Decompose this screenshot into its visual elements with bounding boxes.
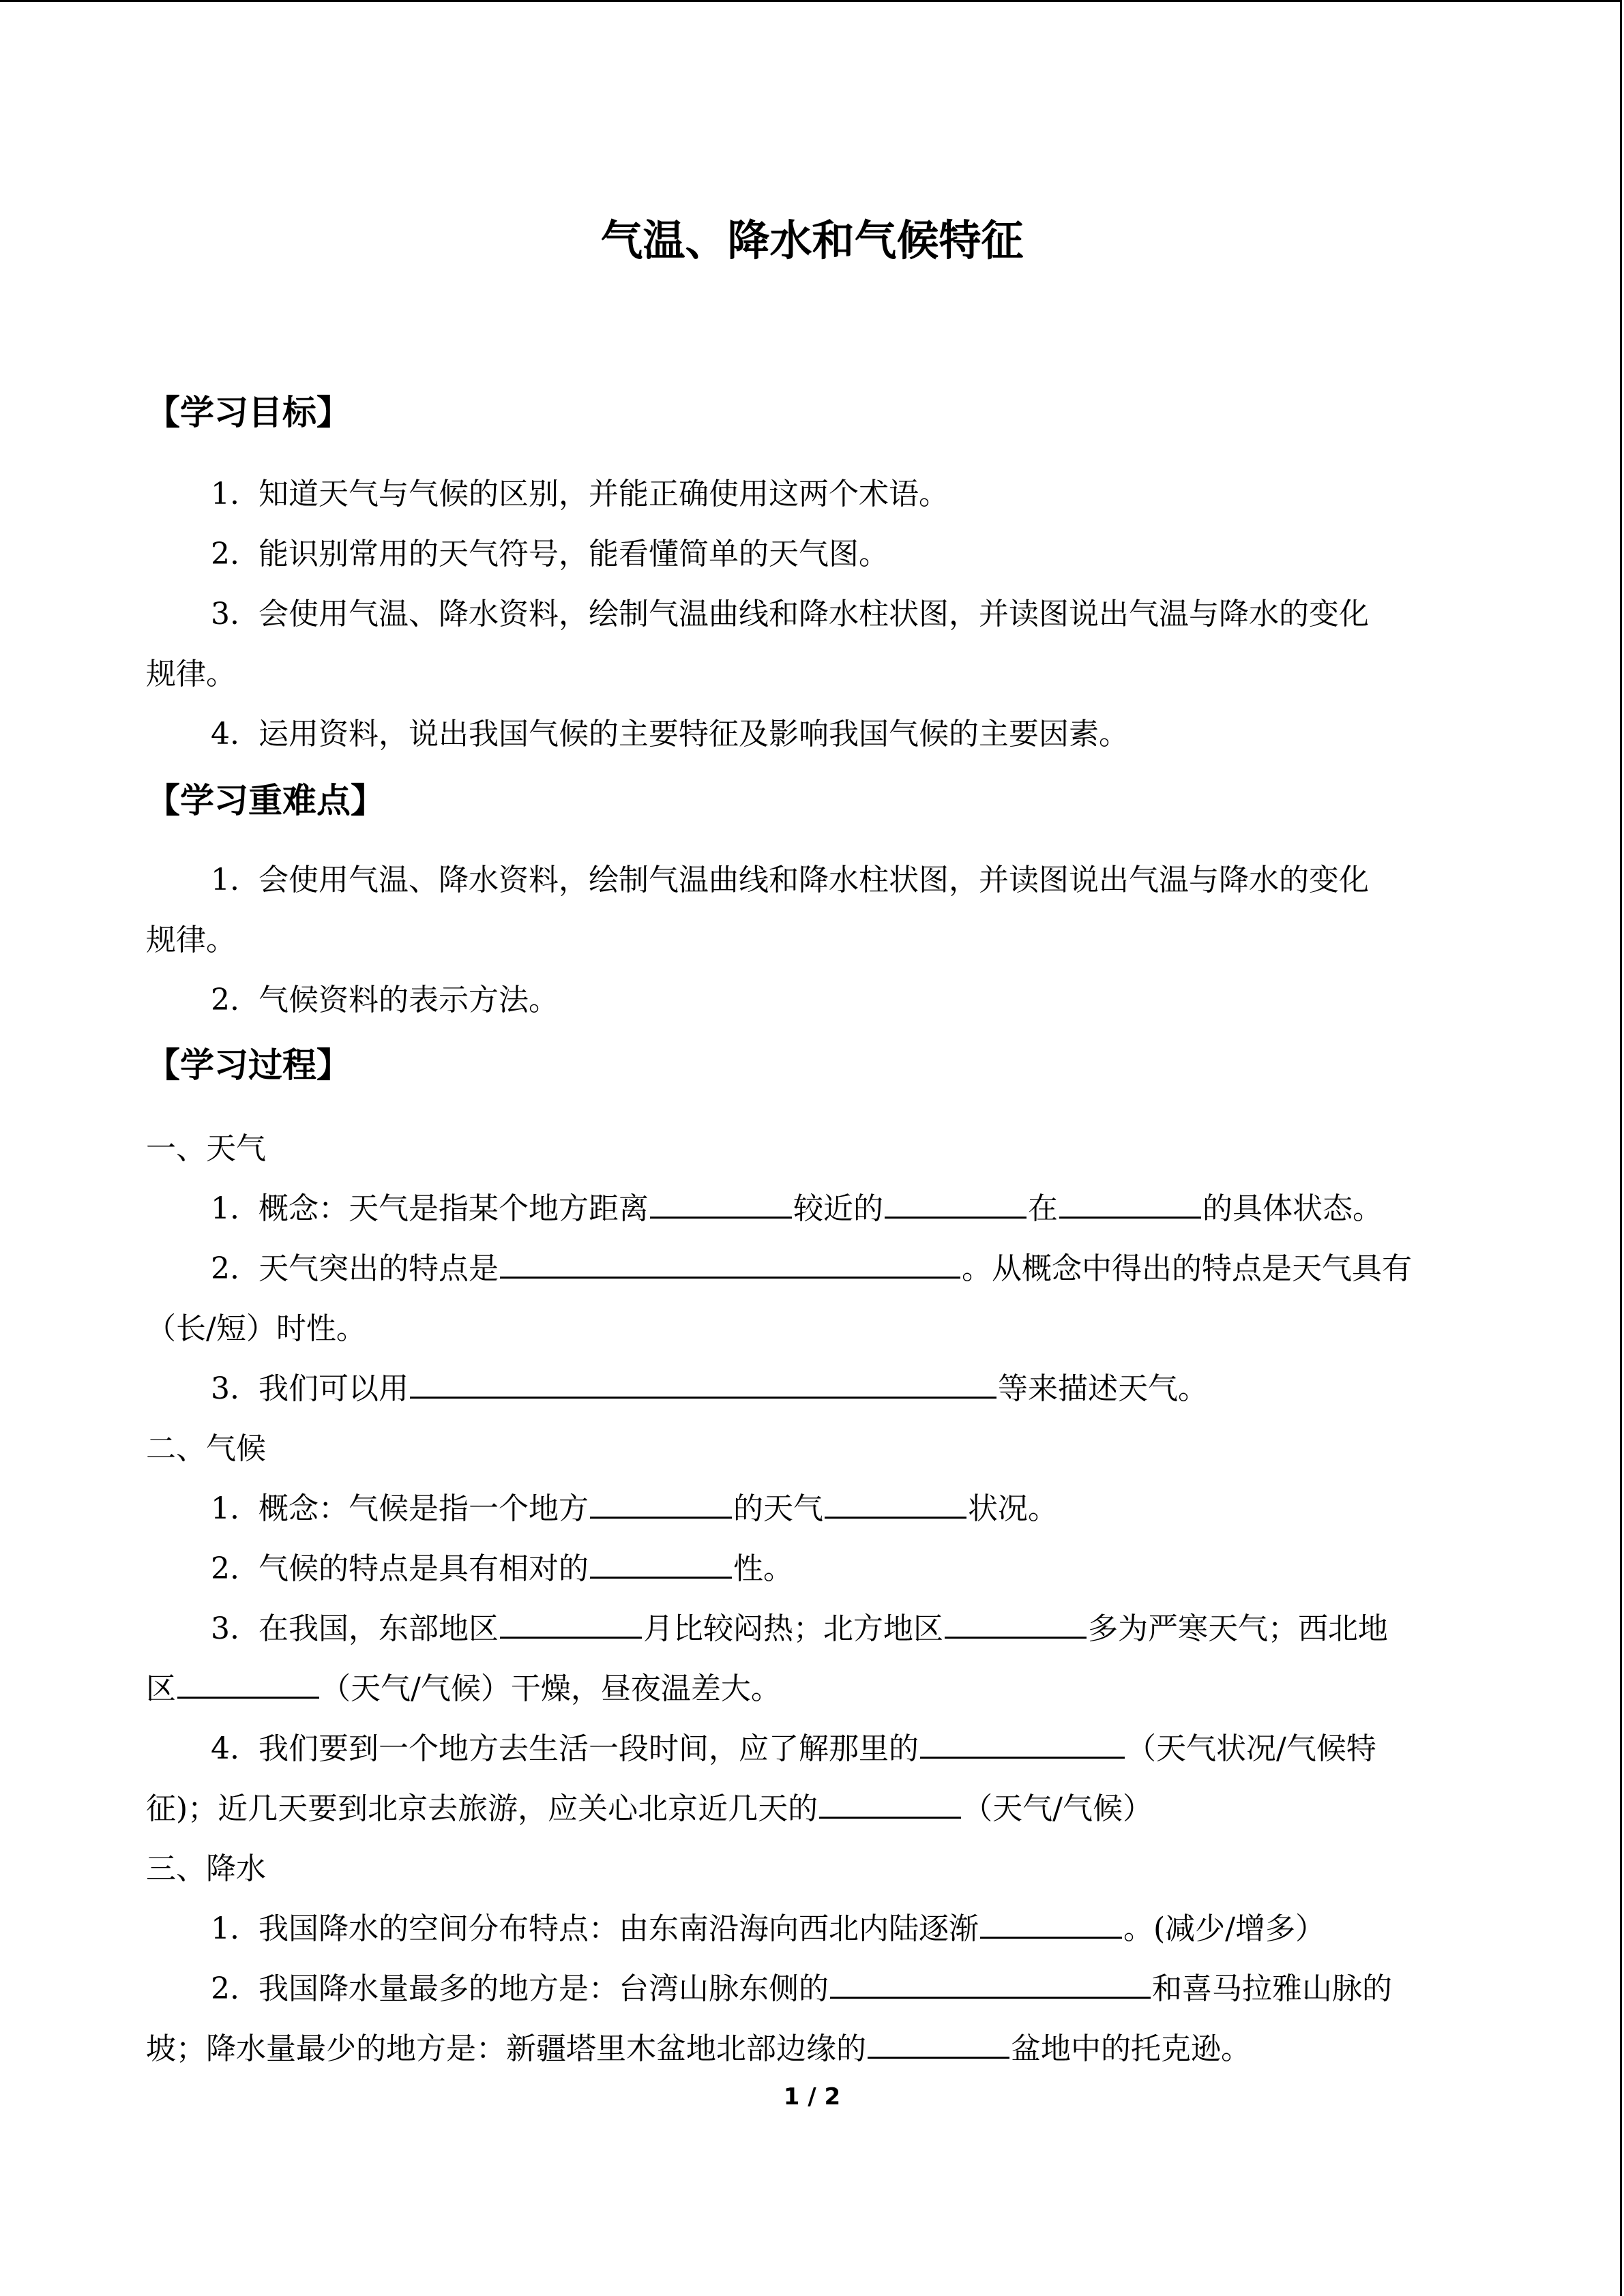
precip-q2: 2. 我国降水量最多的地方是：台湾山脉东侧的 和喜马拉雅山脉的 xyxy=(211,1967,1392,2012)
heading-process: 【学习过程】 xyxy=(146,1045,351,1085)
key-point-2: 2. 气候资料的表示方法。 xyxy=(211,983,559,1017)
answer-blank[interactable] xyxy=(980,1907,1122,1939)
answer-blank[interactable] xyxy=(825,1487,966,1519)
weather-q1: 1. 概念：天气是指某个地方距离 较近的 在 的具体状态。 xyxy=(211,1187,1383,1232)
section-climate-title: 二、气候 xyxy=(146,1431,266,1466)
goal-item-1: 1. 知道天气与气候的区别，并能正确使用这两个术语。 xyxy=(211,477,949,511)
climate-q2: 2. 气候的特点是具有相对的 性。 xyxy=(211,1547,793,1592)
weather-q2-cont: （长/短）时性。 xyxy=(146,1311,366,1346)
answer-blank[interactable] xyxy=(945,1607,1087,1639)
climate-q4: 4. 我们要到一个地方去生活一段时间，应了解那里的 （天气状况/气候特 xyxy=(211,1727,1376,1772)
answer-blank[interactable] xyxy=(868,2027,1009,2059)
climate-q4-cont: 征)；近几天要到北京去旅游，应关心北京近几天的 （天气/气候） xyxy=(146,1787,1153,1832)
key-point-1: 1. 会使用气温、降水资料，绘制气温曲线和降水柱状图，并读图说出气温与降水的变化 xyxy=(211,863,1369,897)
weather-q3: 3. 我们可以用 等来描述天气。 xyxy=(211,1367,1208,1412)
key-point-1-cont: 规律。 xyxy=(146,923,236,957)
answer-blank[interactable] xyxy=(819,1787,961,1819)
document-title: 气温、降水和气候特征 xyxy=(600,215,1024,265)
precip-q2-cont: 坡；降水量最少的地方是：新疆塔里木盆地北部边缘的 盆地中的托克逊。 xyxy=(146,2027,1251,2072)
answer-blank[interactable] xyxy=(650,1187,792,1219)
section-precip-title: 三、降水 xyxy=(146,1851,266,1886)
answer-blank[interactable] xyxy=(590,1547,732,1579)
answer-blank[interactable] xyxy=(177,1667,319,1699)
goal-item-4: 4. 运用资料，说出我国气候的主要特征及影响我国气候的主要因素。 xyxy=(211,717,1129,751)
climate-q3-cont: 区 （天气/气候）干燥，昼夜温差大。 xyxy=(146,1667,781,1712)
page-number: 1 / 2 xyxy=(783,2083,841,2111)
answer-blank[interactable] xyxy=(830,1967,1151,1999)
heading-key-points: 【学习重难点】 xyxy=(146,781,385,820)
heading-goals: 【学习目标】 xyxy=(146,393,351,432)
answer-blank[interactable] xyxy=(500,1247,960,1279)
answer-blank[interactable] xyxy=(590,1487,732,1519)
climate-q3: 3. 在我国，东部地区 月比较闷热；北方地区 多为严寒天气；西北地 xyxy=(211,1607,1388,1652)
precip-q1: 1. 我国降水的空间分布特点：由东南沿海向西北内陆逐渐 。(减少/增多） xyxy=(211,1907,1325,1952)
answer-blank[interactable] xyxy=(920,1727,1125,1759)
answer-blank[interactable] xyxy=(500,1607,642,1639)
climate-q1: 1. 概念：气候是指一个地方 的天气 状况。 xyxy=(211,1487,1058,1532)
goal-item-2: 2. 能识别常用的天气符号，能看懂简单的天气图。 xyxy=(211,537,889,571)
answer-blank[interactable] xyxy=(1059,1187,1201,1219)
goal-item-3: 3. 会使用气温、降水资料，绘制气温曲线和降水柱状图，并读图说出气温与降水的变化 xyxy=(211,597,1369,631)
section-weather-title: 一、天气 xyxy=(146,1131,266,1166)
weather-q2: 2. 天气突出的特点是 。从概念中得出的特点是天气具有 xyxy=(211,1247,1412,1292)
answer-blank[interactable] xyxy=(410,1367,996,1399)
goal-item-3-cont: 规律。 xyxy=(146,657,236,691)
answer-blank[interactable] xyxy=(885,1187,1027,1219)
